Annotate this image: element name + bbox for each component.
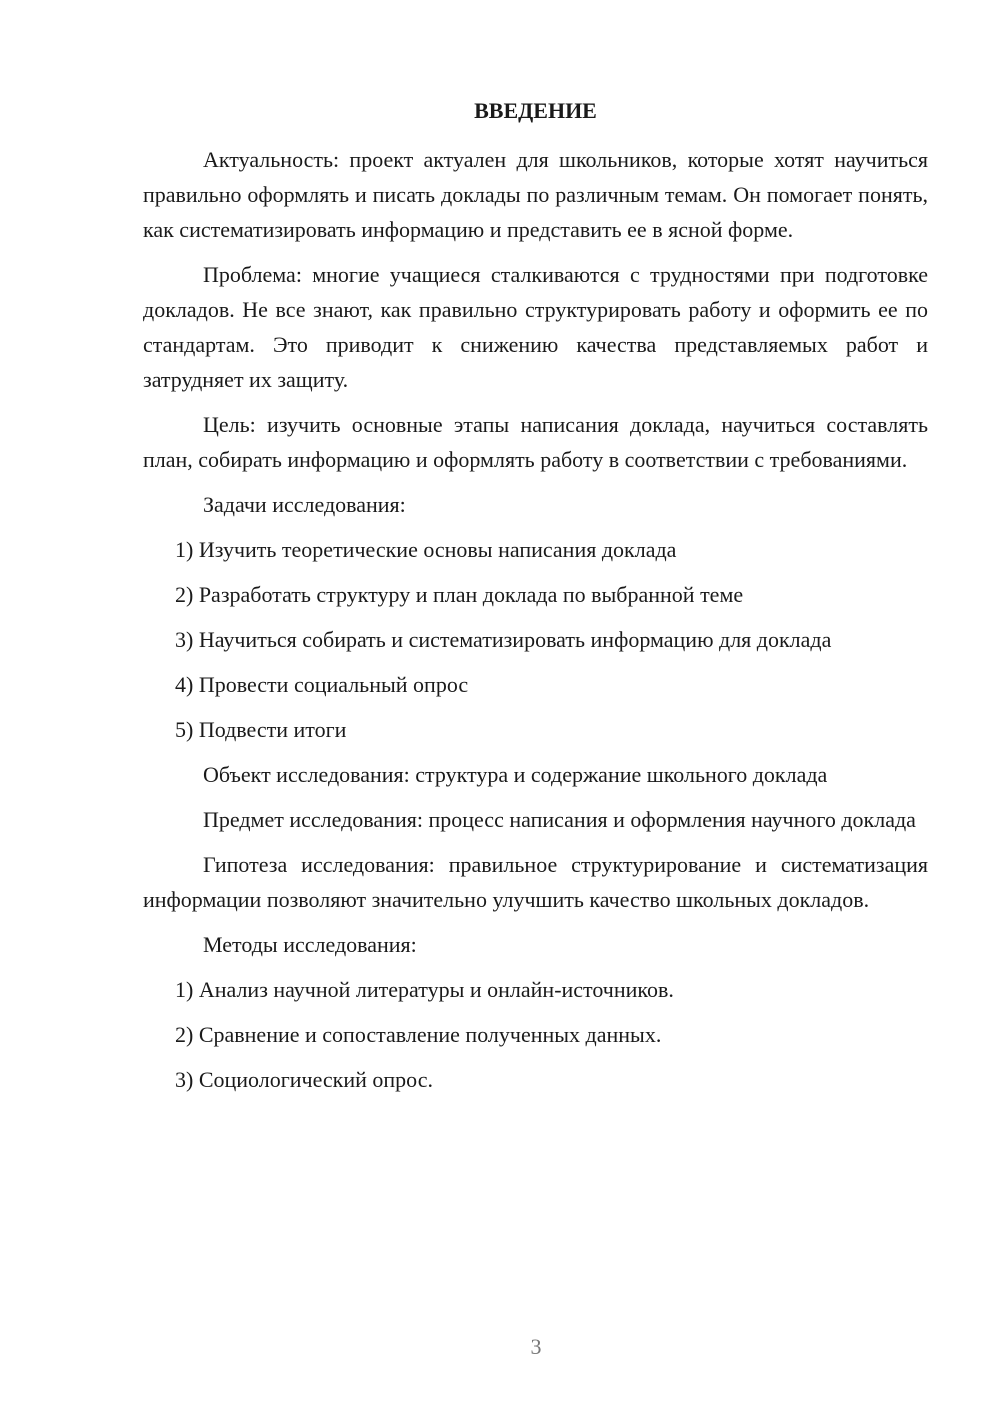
task-item-4: 4) Провести социальный опрос [175,672,469,697]
methods-heading: Методы исследования: [203,932,417,957]
task-item-1: 1) Изучить теоретические основы написания доклада [175,537,677,562]
relevance-paragraph: Актуальность: проект актуален для школьников, которые хотят научиться правильно оформлять и писать доклады по различным темам. Он помогает понять, как систематизировать информацию и представить ее в ясной форме. [143,147,928,242]
page-title: ВВЕДЕНИЕ [474,98,597,123]
task-item-5: 5) Подвести итоги [175,717,347,742]
problem-paragraph: Проблема: многие учащиеся сталкиваются с трудностями при подготовке докладов. Не все знают, как правильно структурировать работу и оформить ее по стандартам. Это приводит к снижению качества представляемых работ и затрудняет их защиту. [143,262,928,392]
task-item-2: 2) Разработать структуру и план доклада по выбранной теме [175,582,744,607]
task-item-3: 3) Научиться собирать и систематизировать информацию для доклада [175,627,832,652]
hypothesis-paragraph: Гипотеза исследования: правильное структурирование и систематизация информации позволяют значительно улучшить качество школьных докладов. [143,852,928,912]
subject-paragraph: Предмет исследования: процесс написания и оформления научного доклада [203,807,916,832]
method-item-3: 3) Социологический опрос. [175,1067,433,1092]
tasks-heading: Задачи исследования: [203,492,406,517]
goal-paragraph: Цель: изучить основные этапы написания доклада, научиться составлять план, собирать информацию и оформлять работу в соответствии с требованиями. [143,412,928,472]
document-body [143,142,928,1107]
object-line: Объект исследования: структура и содержание школьного доклада [203,762,828,787]
page-number: 3 [530,1334,542,1359]
method-item-2: 2) Сравнение и сопоставление полученных данных. [175,1022,662,1047]
method-item-1: 1) Анализ научной литературы и онлайн-источников. [175,977,674,1002]
